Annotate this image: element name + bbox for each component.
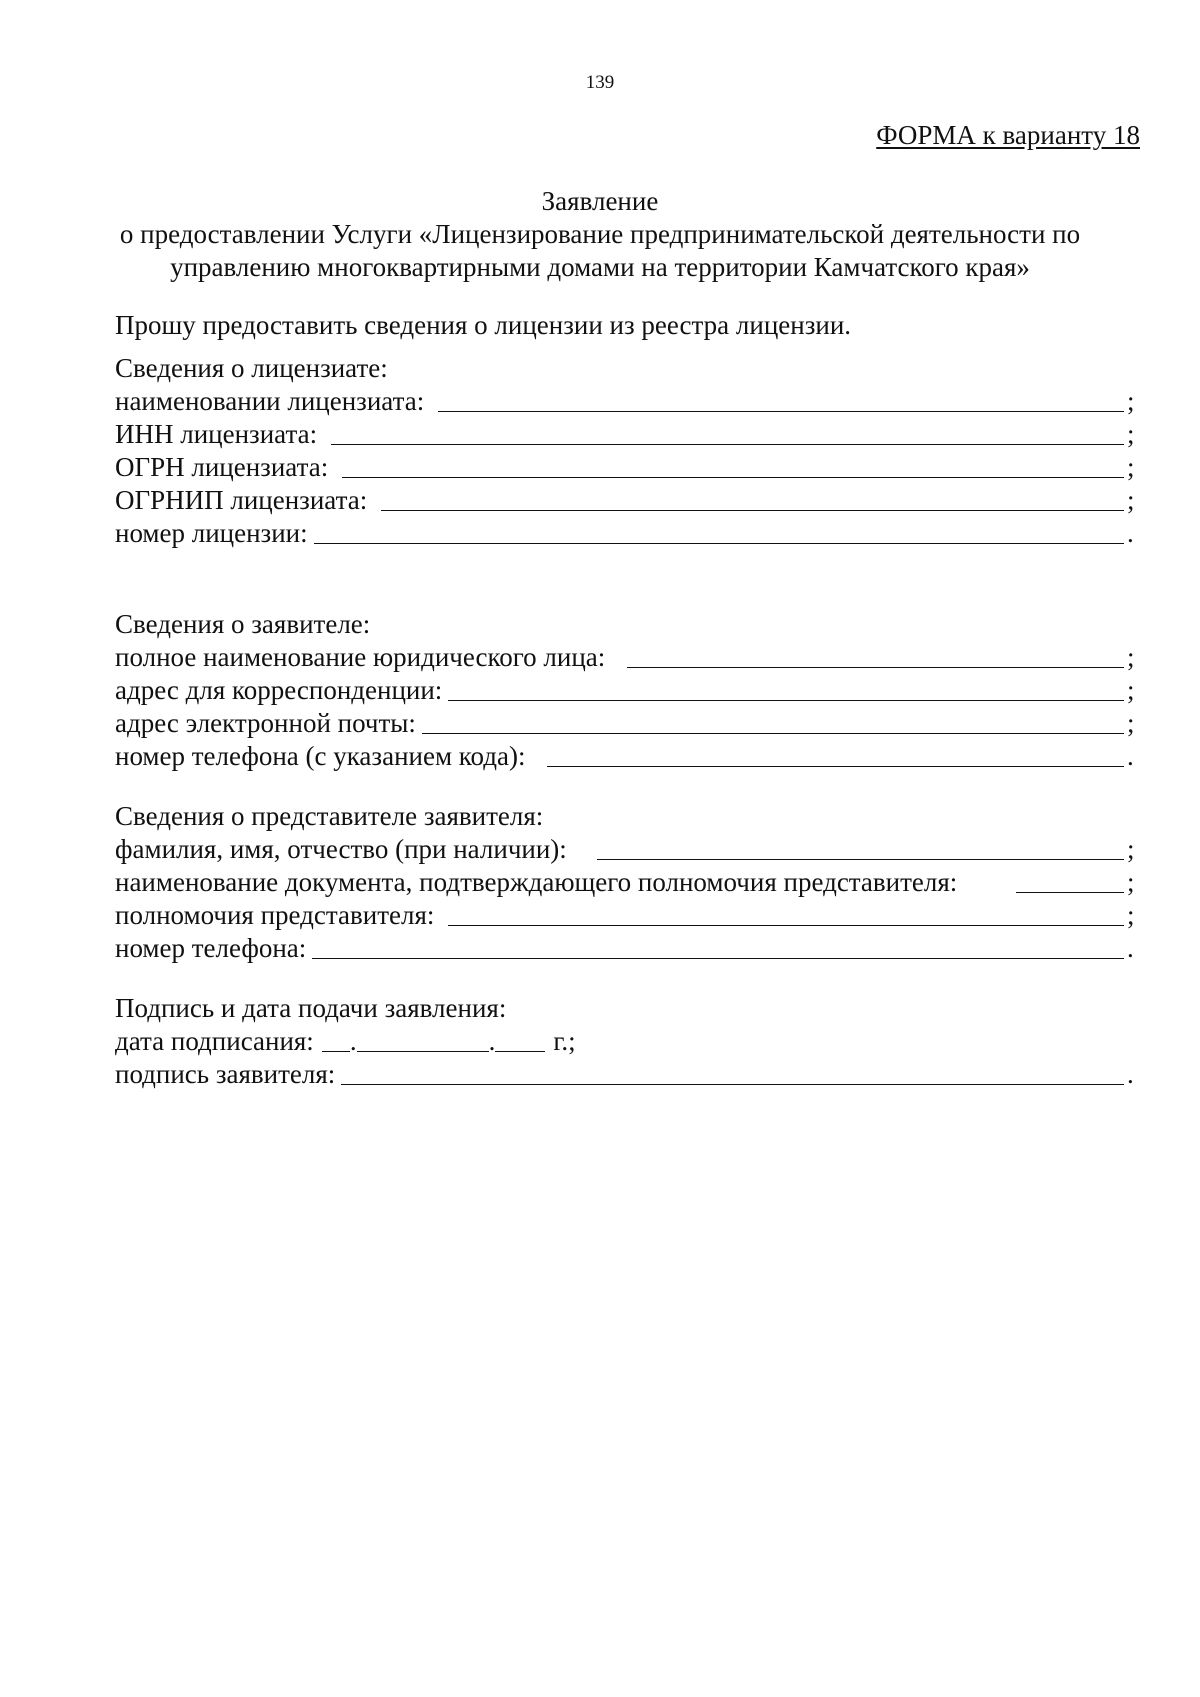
field-label: фамилия, имя, отчество (при наличии): <box>115 834 567 864</box>
field-end: ; <box>1127 386 1135 416</box>
representative-name-field <box>115 833 1139 866</box>
heading-title: Заявление <box>541 186 659 216</box>
field-end: ; <box>1127 485 1135 515</box>
applicant-phone-input[interactable] <box>547 766 1124 767</box>
applicant-legal-name-input[interactable] <box>627 667 1124 668</box>
field-label: наименование документа, подтверждающего полномочия представителя: <box>115 867 958 897</box>
applicant-phone-field <box>115 740 1139 773</box>
licensee-name-input[interactable] <box>438 411 1124 412</box>
date-separator: . <box>349 1026 357 1056</box>
representative-document-field <box>115 866 1139 899</box>
signature-section <box>115 992 1139 1091</box>
representative-authority-field <box>115 899 1139 932</box>
field-label: номер лицензии: <box>115 518 308 548</box>
licensee-ogrnip-input[interactable] <box>381 510 1124 511</box>
license-number-input[interactable] <box>314 543 1124 544</box>
field-end: ; <box>1127 708 1135 738</box>
representative-section-title: Сведения о представителе заявителя: <box>115 801 544 831</box>
field-end: . <box>1127 518 1134 548</box>
signing-date-field <box>115 1025 1139 1058</box>
field-end: . <box>1127 741 1134 771</box>
license-number-field <box>115 517 1139 550</box>
field-end: . <box>1127 933 1134 963</box>
field-end: ; <box>1127 900 1135 930</box>
applicant-legal-name-field <box>115 641 1139 674</box>
licensee-ogrnip-field <box>115 484 1139 517</box>
licensee-inn-input[interactable] <box>331 444 1124 445</box>
field-end: ; <box>1127 675 1135 705</box>
field-label: ИНН лицензиата: <box>115 419 318 449</box>
representative-phone-input[interactable] <box>312 958 1124 959</box>
licensee-name-field <box>115 385 1139 418</box>
representative-authority-input[interactable] <box>448 925 1124 926</box>
field-label: номер телефона: <box>115 933 307 963</box>
field-label: полномочия представителя: <box>115 900 435 930</box>
representative-document-input[interactable] <box>1016 892 1124 893</box>
field-end: ; <box>1127 419 1135 449</box>
field-label: подпись заявителя: <box>115 1059 336 1089</box>
field-end: . <box>1127 1059 1134 1089</box>
field-end: ; <box>1127 452 1135 482</box>
field-end: ; <box>1127 642 1135 672</box>
form-reference: ФОРМА к варианту 18 <box>876 120 1140 150</box>
representative-phone-field <box>115 932 1139 965</box>
document-heading <box>60 185 1140 284</box>
date-separator: . <box>488 1026 496 1056</box>
page-number: 139 <box>585 72 615 93</box>
field-end: ; <box>1127 834 1135 864</box>
applicant-section <box>115 608 1139 773</box>
applicant-address-input[interactable] <box>448 700 1124 701</box>
representative-section <box>115 800 1139 965</box>
field-label: ОГРНИП лицензиата: <box>115 485 368 515</box>
date-year-input[interactable] <box>495 1051 545 1052</box>
request-text: Прошу предоставить сведения о лицензии из реестра лицензии. <box>115 310 852 340</box>
applicant-email-field <box>115 707 1139 740</box>
applicant-email-input[interactable] <box>422 733 1124 734</box>
field-label: номер телефона (с указанием кода): <box>115 741 526 771</box>
licensee-ogrn-input[interactable] <box>342 477 1124 478</box>
date-suffix: г.; <box>553 1026 576 1056</box>
heading-subtitle-line2: управлению многоквартирными домами на территории Камчатского края» <box>170 252 1030 282</box>
heading-subtitle-line1: о предоставлении Услуги «Лицензирование предпринимательской деятельности по <box>119 219 1081 249</box>
field-label: наименовании лицензиата: <box>115 386 425 416</box>
field-label: адрес для корреспонденции: <box>115 675 443 705</box>
licensee-section-title: Сведения о лицензиате: <box>115 353 388 383</box>
field-label: полное наименование юридического лица: <box>115 642 606 672</box>
field-label: адрес электронной почты: <box>115 708 416 738</box>
signing-date-label: дата подписания: <box>115 1026 314 1056</box>
licensee-section <box>115 352 1139 550</box>
signature-section-title: Подпись и дата подачи заявления: <box>115 993 507 1023</box>
field-end: ; <box>1127 867 1135 897</box>
date-day-input[interactable] <box>322 1051 350 1052</box>
signature-input[interactable] <box>341 1084 1124 1085</box>
field-label: ОГРН лицензиата: <box>115 452 329 482</box>
date-month-input[interactable] <box>357 1051 489 1052</box>
licensee-inn-field <box>115 418 1139 451</box>
applicant-section-title: Сведения о заявителе: <box>115 609 371 639</box>
representative-name-input[interactable] <box>597 859 1124 860</box>
licensee-ogrn-field <box>115 451 1139 484</box>
applicant-address-field <box>115 674 1139 707</box>
signature-field <box>115 1058 1139 1091</box>
